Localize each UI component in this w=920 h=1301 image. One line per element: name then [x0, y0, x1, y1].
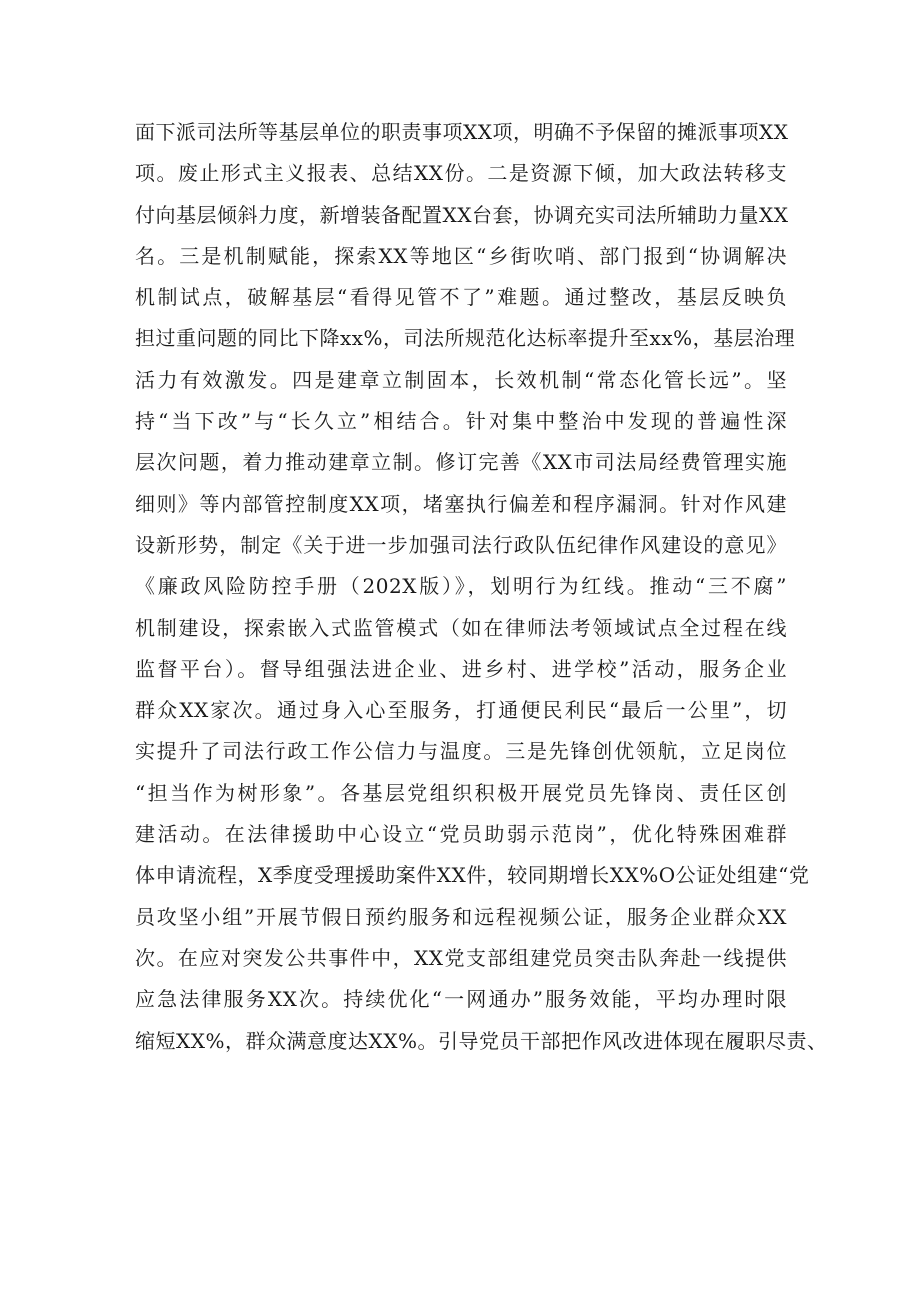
text-line: 担过重问题的同比下降xx%，司法所规范化达标率提升至xx%，基层治理 — [135, 326, 796, 351]
text-line: 次。在应对突发公共事件中，XX党支部组建党员突击队奔赴一线提供 — [135, 945, 787, 970]
text-line: 付向基层倾斜力度，新增装备配置XX台套，协调充实司法所辅助力量XX — [135, 202, 789, 227]
text-line: 缩短XX%，群众满意度达XX%。引导党员干部把作风改进体现在履职尽责、 — [135, 1028, 828, 1053]
text-line: 实提升了司法行政工作公信力与温度。三是先锋创优领航，立足岗位 — [135, 739, 787, 764]
text-line: 体申请流程，X季度受理援助案件XX件，较同期增长XX%O公证处组建“党 — [135, 863, 810, 888]
text-line: 细则》等内部管控制度XX项，堵塞执行偏差和程序漏洞。针对作风建 — [135, 491, 787, 516]
text-line: 项。废止形式主义报表、总结XX份。二是资源下倾，加大政法转移支 — [135, 161, 787, 186]
text-line: 面下派司法所等基层单位的职责事项XX项，明确不予保留的摊派事项XX — [135, 120, 789, 144]
text-line: 《廉政风险防控手册（202X版）》，划明行为红线。推动“三不腐” — [135, 574, 787, 599]
text-line: 机制建设，探索嵌入式监管模式（如在律师法考领域试点全过程在线 — [135, 615, 787, 640]
text-line: “担当作为树形象”。各基层党组织积极开展党员先锋岗、责任区创 — [135, 780, 787, 805]
body-text — [135, 112, 828, 1062]
text-line: 设新形势，制定《关于进一步加强司法行政队伍纪律作风建设的意见》 — [135, 532, 787, 557]
text-line: 应急法律服务XX次。持续优化“一网通办”服务效能，平均办理时限 — [135, 987, 787, 1012]
text-line: 员攻坚小组”开展节假日预约服务和远程视频公证，服务企业群众XX — [135, 904, 787, 929]
text-line: 建活动。在法律援助中心设立“党员助弱示范岗”，优化特殊困难群 — [135, 822, 787, 847]
text-line: 持“当下改”与“长久立”相结合。针对集中整治中发现的普遍性深 — [135, 409, 787, 434]
text-line: 机制试点，破解基层“看得见管不了”难题。通过整改，基层反映负 — [135, 285, 787, 310]
text-line: 活力有效激发。四是建章立制固本，长效机制“常态化管长远”。坚 — [135, 367, 787, 392]
text-line: 层次问题，着力推动建章立制。修订完善《XX市司法局经费管理实施 — [135, 450, 787, 475]
text-line: 监督平台）。督导组强法进企业、进乡村、进学校”活动，服务企业 — [135, 656, 787, 681]
text-line: 名。三是机制赋能，探索XX等地区“乡街吹哨、部门报到“协调解决 — [135, 243, 787, 268]
text-line: 群众XX家次。通过身入心至服务，打通便民利民“最后一公里”，切 — [135, 698, 787, 723]
